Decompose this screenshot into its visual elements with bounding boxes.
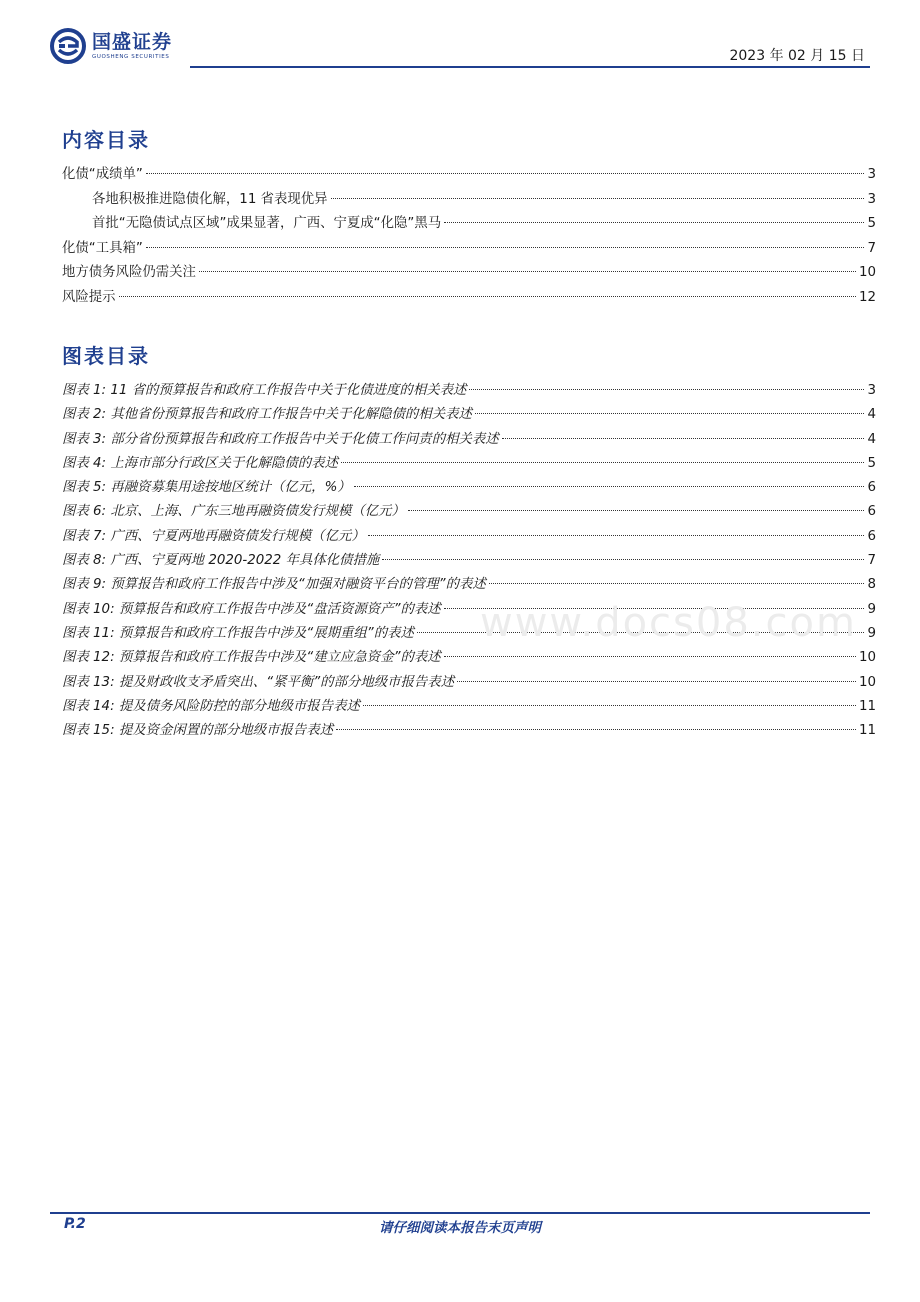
header-divider	[190, 66, 870, 68]
contents-entry-label: 化债“成绩单”	[62, 167, 143, 182]
brand-logo	[50, 28, 172, 64]
figures-entry-page: 10	[858, 650, 876, 666]
contents-entry[interactable]	[62, 237, 876, 262]
contents-entry[interactable]	[62, 163, 876, 188]
dot-leader	[146, 173, 865, 174]
contents-entry[interactable]	[62, 212, 876, 237]
guosheng-logo-icon	[50, 28, 86, 64]
dot-leader	[502, 438, 865, 439]
dot-leader	[199, 271, 856, 272]
figures-entry-label: 图表 4: 上海市部分行政区关于化解隐债的表述	[62, 455, 338, 471]
figures-entry[interactable]	[62, 549, 876, 573]
figures-entry-label: 图表 7: 广西、宁夏两地再融资债发行规模（亿元）	[62, 528, 365, 544]
figures-entry-page: 4	[867, 431, 876, 447]
contents-entry-label: 地方债务风险仍需关注	[62, 265, 196, 280]
figures-entry[interactable]	[62, 573, 876, 597]
figures-list	[62, 379, 876, 743]
figures-entry-page: 11	[858, 698, 876, 714]
report-date: 2023 年 02 月 15 日	[729, 48, 865, 64]
figures-entry-label: 图表 12: 预算报告和政府工作报告中涉及“建立应急资金”的表述	[62, 650, 441, 666]
contents-entry-page: 5	[867, 216, 876, 231]
footer-disclaimer: 请仔细阅读本报告末页声明	[379, 1220, 541, 1236]
dot-leader	[363, 705, 856, 706]
figures-entry-label: 图表 3: 部分省份预算报告和政府工作报告中关于化债工作问责的相关表述	[62, 431, 499, 447]
dot-leader	[354, 486, 865, 487]
figures-entry-label: 图表 2: 其他省份预算报告和政府工作报告中关于化解隐债的相关表述	[62, 407, 472, 423]
figures-entry[interactable]	[62, 403, 876, 427]
dot-leader	[341, 462, 865, 463]
dot-leader	[469, 389, 864, 390]
figures-entry-label: 图表 14: 提及债务风险防控的部分地级市报告表述	[62, 698, 360, 714]
brand-name-cn: 国盛证券	[92, 31, 173, 53]
contents-entry[interactable]	[62, 188, 876, 213]
dot-leader	[336, 729, 856, 730]
figures-title: 图表目录	[62, 344, 150, 368]
figures-entry[interactable]	[62, 695, 876, 719]
figures-entry-page: 8	[867, 577, 876, 593]
dot-leader	[331, 198, 865, 199]
page-header	[0, 0, 920, 72]
contents-entry-label: 风险提示	[62, 289, 116, 305]
figures-entry-page: 4	[867, 407, 876, 423]
figures-entry-page: 3	[867, 383, 876, 398]
dot-leader	[489, 583, 865, 584]
dot-leader	[457, 681, 856, 682]
figures-entry[interactable]	[62, 452, 876, 476]
contents-entry-label: 化债“工具箱”	[62, 240, 143, 256]
figures-entry[interactable]	[62, 476, 876, 500]
figures-entry-label: 图表 6: 北京、上海、广东三地再融资债发行规模（亿元）	[62, 504, 405, 520]
dot-leader	[444, 656, 856, 657]
contents-entry[interactable]	[62, 261, 876, 286]
footer-divider	[50, 1212, 870, 1214]
contents-entry-page: 3	[867, 167, 876, 182]
figures-entry[interactable]	[62, 379, 876, 403]
figures-entry[interactable]	[62, 671, 876, 695]
figures-entry-label: 图表 8: 广西、宁夏两地 2020-2022 年具体化债措施	[62, 553, 380, 569]
contents-entry-page: 12	[858, 289, 876, 305]
brand-name-en: GUOSHENG SECURITIES	[92, 54, 170, 60]
figures-entry-page: 6	[867, 528, 876, 544]
contents-title: 内容目录	[62, 128, 150, 152]
footer-page-number: P.2	[64, 1216, 86, 1232]
dot-leader	[475, 413, 865, 414]
contents-list	[62, 163, 876, 310]
figures-entry[interactable]	[62, 428, 876, 452]
figures-entry[interactable]	[62, 500, 876, 524]
figures-entry-page: 10	[858, 674, 876, 690]
figures-entry-label: 图表 1: 11 省的预算报告和政府工作报告中关于化债进度的相关表述	[62, 383, 467, 398]
contents-entry-label: 各地积极推进隐债化解，11 省表现优异	[92, 191, 328, 207]
watermark: www.docs08.com	[480, 600, 857, 646]
contents-entry-label: 首批“无隐债试点区域”成果显著，广西、宁夏成“化隐”黑马	[92, 216, 442, 231]
figures-entry[interactable]	[62, 719, 876, 743]
contents-entry-page: 10	[858, 265, 876, 280]
dot-leader	[368, 535, 865, 536]
figures-entry-label: 图表 11: 预算报告和政府工作报告中涉及“展期重组”的表述	[62, 625, 414, 641]
figures-entry-label: 图表 15: 提及资金闲置的部分地级市报告表述	[62, 723, 334, 739]
figures-entry-page: 11	[858, 723, 876, 739]
figures-entry-page: 7	[867, 553, 876, 569]
figures-entry-page: 5	[867, 455, 876, 471]
figures-entry-label: 图表 5: 再融资募集用途按地区统计（亿元，%）	[62, 480, 351, 496]
dot-leader	[408, 510, 865, 511]
contents-entry-page: 3	[867, 191, 876, 207]
figures-entry-page: 6	[867, 504, 876, 520]
figures-entry[interactable]	[62, 646, 876, 670]
contents-entry-page: 7	[867, 240, 876, 256]
dot-leader	[146, 247, 865, 248]
figures-entry[interactable]	[62, 525, 876, 549]
figures-entry-label: 图表 10: 预算报告和政府工作报告中涉及“盘活资源资产”的表述	[62, 601, 441, 617]
figures-entry-page: 6	[867, 480, 876, 496]
dot-leader	[444, 222, 864, 223]
dot-leader	[119, 296, 856, 297]
contents-entry[interactable]	[62, 286, 876, 311]
figures-entry-label: 图表 13: 提及财政收支矛盾突出、“紧平衡”的部分地级市报告表述	[62, 674, 455, 690]
dot-leader	[382, 559, 864, 560]
figures-entry-page: 9	[867, 601, 876, 617]
figures-entry-label: 图表 9: 预算报告和政府工作报告中涉及“加强对融资平台的管理”的表述	[62, 577, 486, 593]
figures-entry-page: 9	[867, 625, 876, 641]
